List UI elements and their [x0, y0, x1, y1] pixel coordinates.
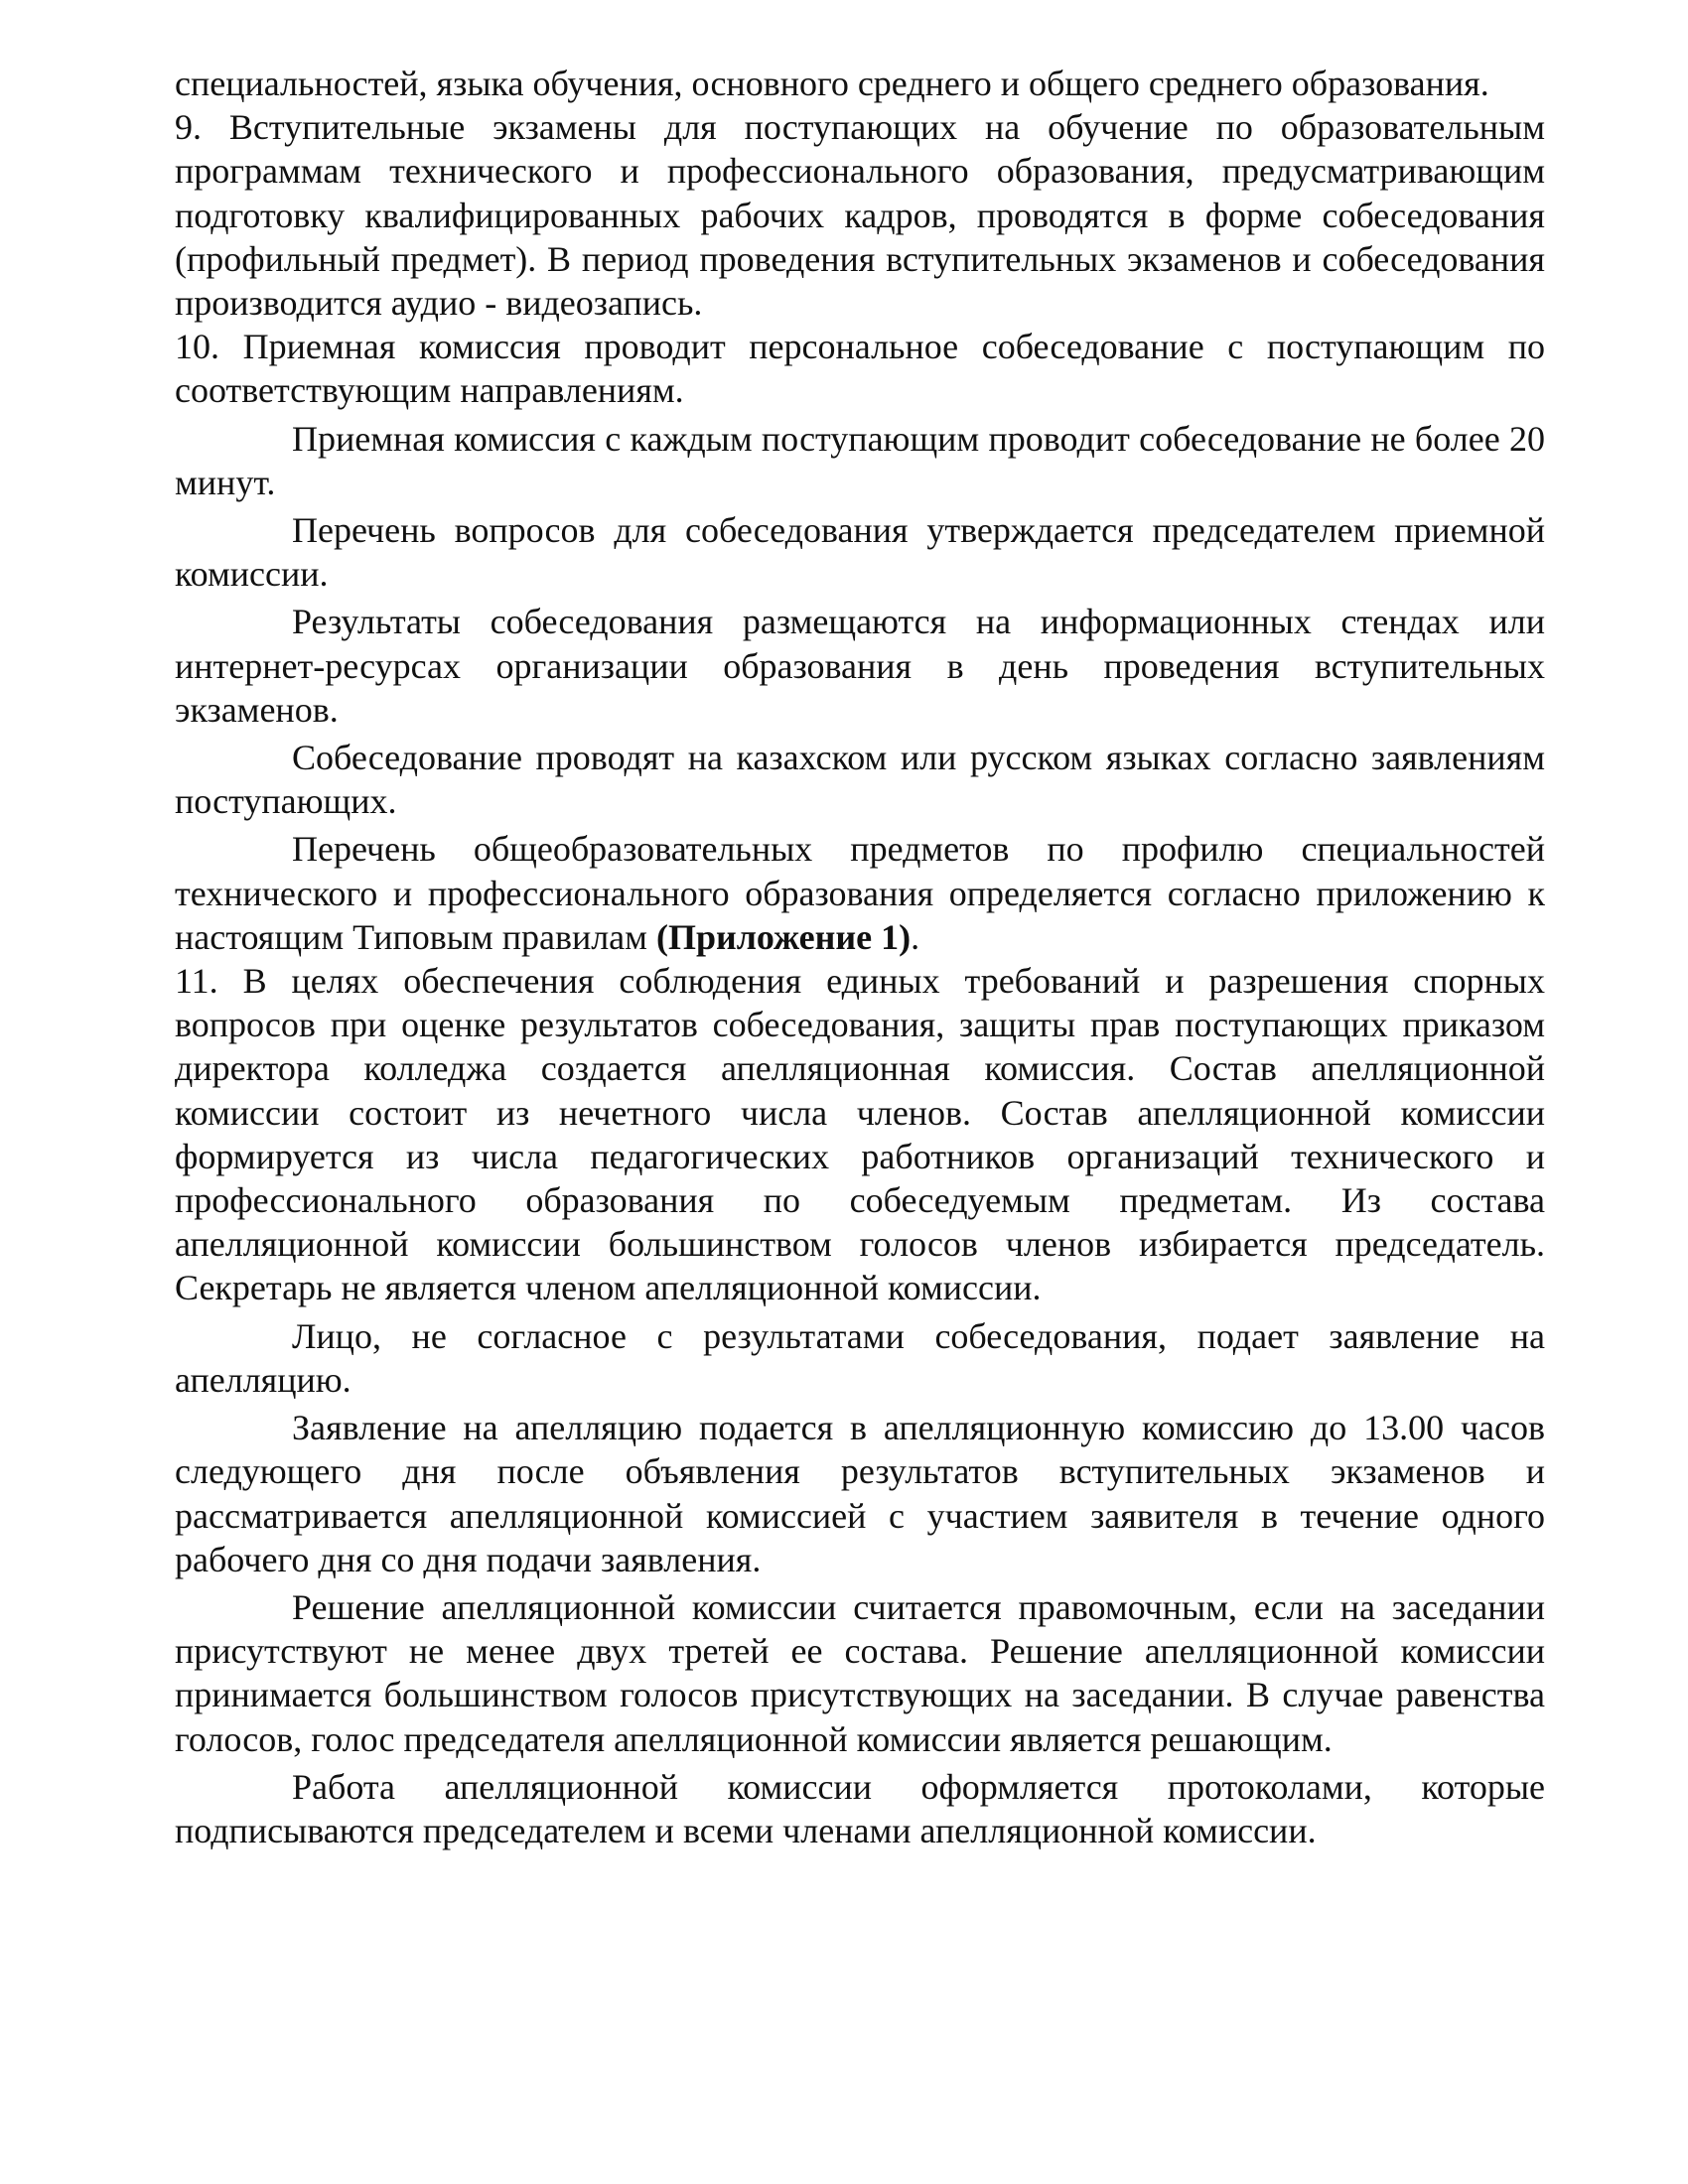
appendix-reference: (Приложение 1) — [655, 916, 912, 957]
paragraph-appeal-application: Лицо, не согласное с результатами собеседования, подает заявление на апелляцию. — [175, 1315, 1545, 1400]
paragraph-questions-list: Перечень вопросов для собеседования утверждается председателем приемной комиссии. — [175, 510, 1545, 595]
paragraph-item-11: 11. В целях обеспечения соблюдения единых требований и разрешения спорных вопросов при оценке результатов собеседования, защиты прав поступающих приказом директора колледжа создается апелляционная комиссия. Состав апелляционной комиссии состоит из нечетного числа членов. Состав апелляционной комиссии формируется из числа педагогических работников организаций технического и профессионального образования по собеседуемым предметам. Из состава апелляционной комиссии большинством голосов членов избирается председатель. Секретарь не является членом апелляционной комиссии. — [175, 961, 1545, 1308]
paragraph-1: специальностей, языка обучения, основного среднего и общего среднего образования. — [175, 64, 1489, 103]
paragraph-interview-language: Собеседование проводят на казахском или русском языках согласно заявлениям поступающих. — [175, 738, 1545, 822]
paragraph-subjects-period: . — [911, 916, 920, 957]
paragraph-appeal-deadline: Заявление на апелляцию подается в апелляционную комиссию до 13.00 часов следующего дня после объявления результатов вступительных экзаменов и рассматривается апелляционной комиссией с участием заявителя в течение одного рабочего дня со дня подачи заявления. — [175, 1408, 1545, 1579]
paragraph-subjects-list — [175, 827, 1545, 959]
paragraph-appeal-protocols: Работа апелляционной комиссии оформляется протоколами, которые подписываются председателем и всеми членами апелляционной комиссии. — [175, 1766, 1545, 1850]
paragraph-item-9: 9. Вступительные экзамены для поступающих на обучение по образовательным программам технического и профессионального образования, предусматривающим подготовку квалифицированных рабочих кадров, проводятся в форме собеседования (профильный предмет). В период проведения вступительных экзаменов и собеседования производится аудио - видеозапись. — [175, 107, 1545, 324]
paragraph-subjects-text: Перечень общеобразовательных предметов по профилю специальностей технического и профессионального образования определяется согласно приложению к настоящим Типовым правилам — [175, 829, 1545, 957]
paragraph-appeal-decision: Решение апелляционной комиссии считается правомочным, если на заседании присутствуют не менее двух третей ее состава. Решение апелляционной комиссии принимается большинством голосов присутствующих на заседании. В случае равенства голосов, голос председателя апелляционной комиссии является решающим. — [175, 1586, 1545, 1759]
paragraph-item-10: 10. Приемная комиссия проводит персональное собеседование с поступающим по соответствующим направлениям. — [175, 327, 1545, 411]
document-body — [175, 62, 1545, 1852]
paragraph-interview-duration: Приемная комиссия с каждым поступающим проводит собеседование не более 20 минут. — [175, 418, 1545, 502]
paragraph-results-posting: Результаты собеседования размещаются на информационных стендах или интернет-ресурсах организации образования в день проведения вступительных экзаменов. — [175, 602, 1545, 730]
